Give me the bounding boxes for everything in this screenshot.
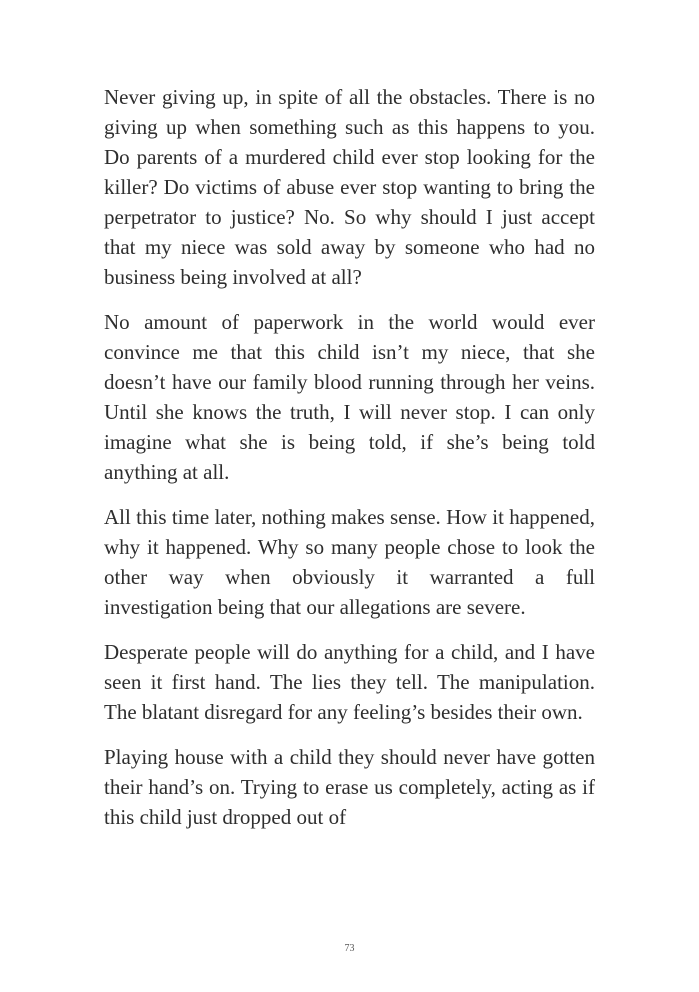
paragraph-5: Playing house with a child they should never have gotten their hand’s on. Trying to erase us completely, acting as if this child just dropped out of bbox=[104, 745, 595, 829]
page-number: 73 bbox=[344, 943, 355, 954]
paragraph-4: Desperate people will do anything for a child, and I have seen it first hand. The lies they tell. The manipulation. The blatant disregard for any feeling’s besides their own. bbox=[104, 640, 595, 724]
paragraph-2: No amount of paperwork in the world would ever convince me that this child isn’t my niece, that she doesn’t have our family blood running through her veins. Until she knows the truth, I will never stop. I can only imagine what she is being told, if she’s being told anything at all. bbox=[104, 310, 595, 484]
body-text bbox=[104, 82, 595, 847]
paragraph-1: Never giving up, in spite of all the obstacles. There is no giving up when something such as this happens to you. Do parents of a murdered child ever stop looking for the killer? Do victims of abuse ever stop wanting to bring the perpetrator to justice? No. So why should I just accept that my niece was sold away by someone who had no business being involved at all? bbox=[104, 85, 595, 289]
paragraph-3: All this time later, nothing makes sense. How it happened, why it happened. Why so many people chose to look the other way when obviously it warranted a full investigation being that our allegations are severe. bbox=[104, 505, 595, 619]
